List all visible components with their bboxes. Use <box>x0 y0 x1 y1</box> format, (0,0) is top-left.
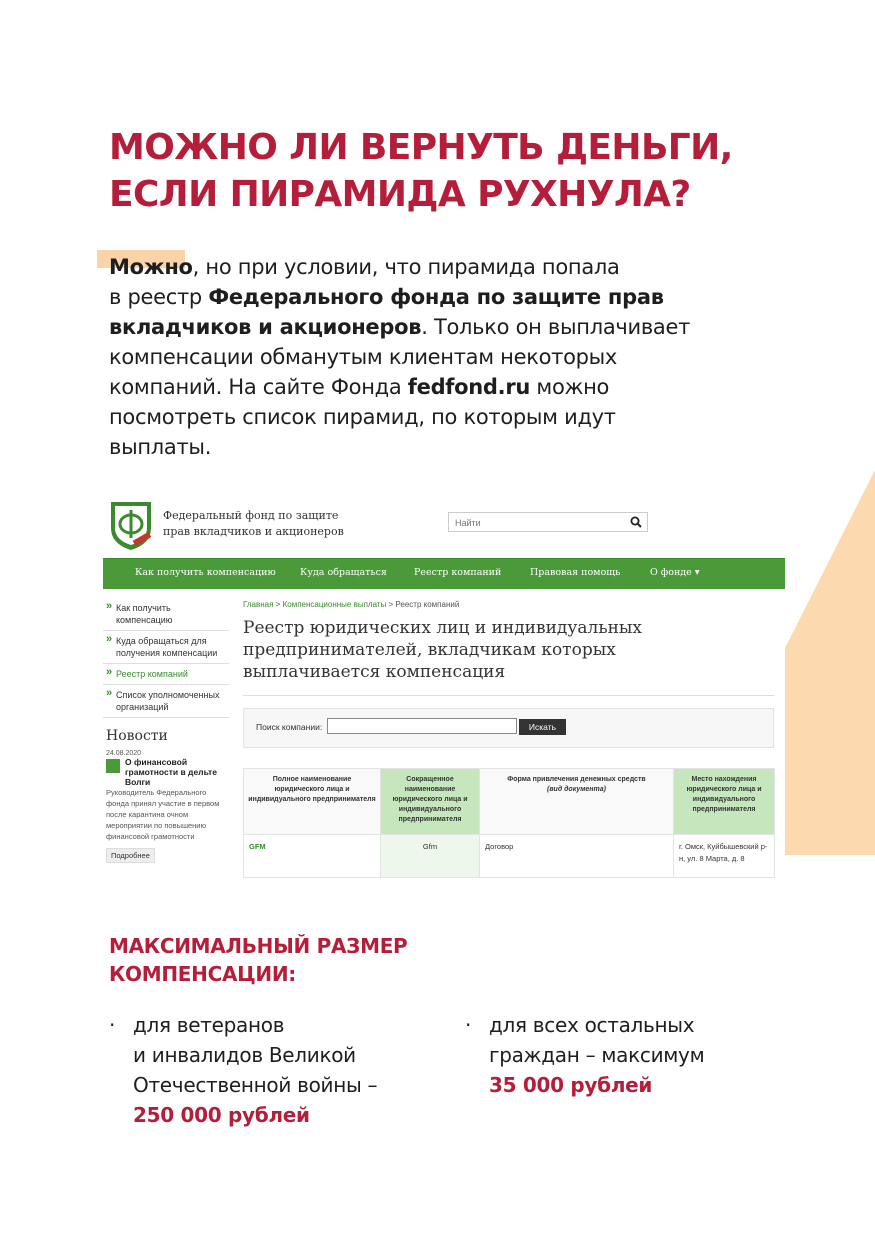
registry-table <box>243 768 775 878</box>
breadcrumb-section[interactable]: Компенсационные выплаты <box>282 600 387 609</box>
table-cell: Gfm <box>381 835 480 878</box>
table-cell: Договор <box>480 835 674 878</box>
breadcrumb-current: Реестр компаний <box>395 600 460 609</box>
site-url: fedfond.ru <box>407 375 531 399</box>
intro-paragraph: Можно, но при условии, что пирамида попала в реестр Федерального фонда по защите прав вкладчиков и акционеров. Только он выплачивает компенсации обманутым клиентам некоторых компаний. На сайте Фонда fedfond.ru можно посмотреть список пирамид, по которым идут выплаты. <box>109 252 729 462</box>
column-header: Полное наименование юридического лица и индивидуального предпринимателя <box>244 769 381 835</box>
breadcrumb-home[interactable]: Главная <box>243 600 274 609</box>
fund-name: Федеральный фонд по защите прав вкладчиков и акционеров <box>163 509 344 538</box>
column-header: Сокращенное наименование юридического лица и индивидуального предпринимателя <box>381 769 480 835</box>
nav-registry[interactable]: Реестр компаний <box>414 567 502 578</box>
intro-bold-yes: Можно <box>109 255 193 279</box>
column-header: Форма привлечения денежных средств (вид документа) <box>480 769 674 835</box>
news-more-button[interactable]: Подробнее <box>106 848 155 863</box>
news-title[interactable]: О финансовой грамотности в дельте Волги <box>125 757 217 787</box>
sidebar-item-how-to-get[interactable]: » Как получить компенсацию <box>103 598 229 631</box>
company-search-label: Поиск компании: <box>256 722 323 732</box>
table-cell: GFM <box>244 835 381 878</box>
nav-legal-help[interactable]: Правовая помощь <box>530 567 621 578</box>
title-line-2: ЕСЛИ ПИРАМИДА РУХНУЛА? <box>109 174 691 215</box>
site-main <box>243 600 774 878</box>
bullet-others: · для всех остальных граждан – максимум 35 000 рублей <box>489 1010 704 1100</box>
sidebar-item-authorized-orgs[interactable]: » Список уполномоченных организаций <box>103 685 229 718</box>
news-text: Руководитель Федерального фонда принял участие в первом после карантина очном мероприятии по повышению финансовой грамотности <box>106 788 220 841</box>
sidebar-item-where-to-apply[interactable]: » Куда обращаться для получения компенсации <box>103 631 229 664</box>
news-date: 24.08.2020 <box>106 750 142 757</box>
news-item <box>106 757 229 787</box>
breadcrumb: Главная > Компенсационные выплаты > Реестр компаний <box>243 600 460 609</box>
amount-others: 35 000 рублей <box>489 1073 653 1097</box>
table-header-row <box>244 769 775 835</box>
page-title <box>109 124 733 218</box>
site-nav-bar <box>103 558 785 589</box>
compensation-title: МАКСИМАЛЬНЫЙ РАЗМЕР КОМПЕНСАЦИИ: <box>109 934 408 986</box>
sidebar-item-registry[interactable]: » Реестр компаний <box>103 664 229 685</box>
table-row <box>244 878 775 879</box>
registry-title: Реестр юридических лиц и индивидуальных предпринимателей, вкладчикам которых выплачивается компенсация <box>243 618 643 682</box>
title-line-1: МОЖНО ЛИ ВЕРНУТЬ ДЕНЬГИ, <box>109 127 733 168</box>
website-screenshot <box>103 490 785 878</box>
news-icon <box>106 759 120 773</box>
company-search-button[interactable]: Искать <box>519 719 566 735</box>
nav-where-to-apply[interactable]: Куда обращаться <box>300 567 387 578</box>
bullet-dot: · <box>109 1013 116 1037</box>
divider <box>243 695 774 696</box>
column-header: Место нахождения юридического лица и индивидуального предпринимателя <box>674 769 775 835</box>
decorative-peach-shape <box>785 470 875 855</box>
bullet-dot: · <box>465 1013 472 1037</box>
nav-about[interactable]: О фонде ▾ <box>650 567 700 578</box>
table-row[interactable] <box>244 835 775 878</box>
bullet-veterans: · для ветеранов и инвалидов Великой Отечественной войны – 250 000 рублей <box>133 1010 377 1130</box>
fund-logo-icon <box>107 498 155 552</box>
amount-veterans: 250 000 рублей <box>133 1103 310 1127</box>
nav-how-to-get[interactable]: Как получить компенсацию <box>135 567 276 578</box>
search-icon[interactable] <box>629 515 643 529</box>
company-search-box <box>243 708 774 748</box>
table-cell: г. Омск, Куйбышевский р-н, ул. 8 Марта, д. 8 <box>674 835 775 878</box>
company-search-input[interactable] <box>327 718 517 734</box>
news-heading: Новости <box>106 728 168 744</box>
site-sidebar <box>103 598 229 863</box>
site-search-input[interactable] <box>449 514 631 532</box>
site-search[interactable] <box>448 512 648 532</box>
